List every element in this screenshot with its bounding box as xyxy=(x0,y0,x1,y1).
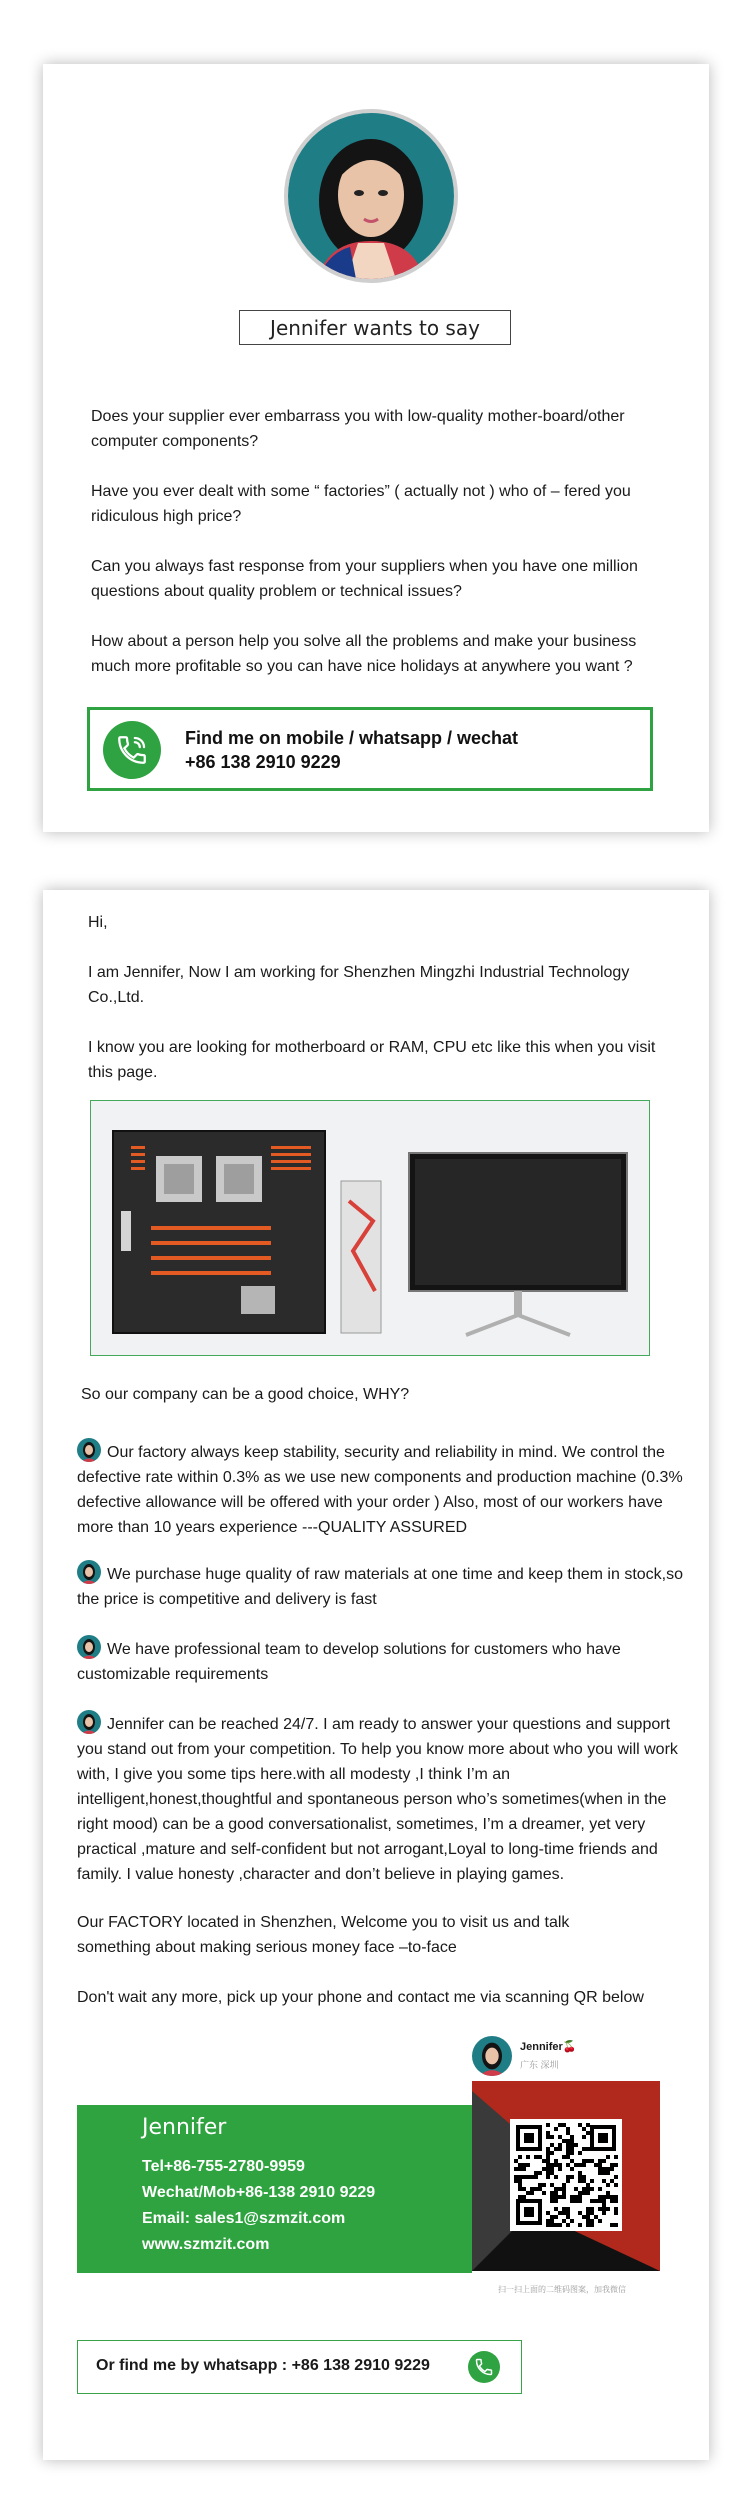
avatar xyxy=(77,1710,101,1734)
card-tel[interactable]: Tel+86-755-2780-9959 xyxy=(142,2158,305,2175)
card-email[interactable]: Email: sales1@szmzit.com xyxy=(142,2210,346,2227)
question-paragraph: Does your supplier ever embarrass you with low-quality mother-board/other computer components? xyxy=(91,408,625,450)
product-image xyxy=(90,1100,650,1356)
avatar xyxy=(77,1438,101,1462)
wechat-header xyxy=(472,2034,660,2080)
reason-item: Jennifer can be reached 24/7. I am ready to answer your questions and support you stand out from your competition. To help you know more about who you will work with, I give you some tips here.with all modesty ,I think I’m an intelligent,honest,thoughtful and spontaneous person who’s sometimes(when in the right mood) can be a good conversationalist, sometimes, I’m a dreamer, yet very practical ,mature and self-confident but not arrogant,Loyal to long-time friends and family. I value honesty ,character and don’t believe in playing games. xyxy=(77,1710,687,1887)
whatsapp-text: Or find me by whatsapp : +86 138 2910 9229 xyxy=(96,2357,430,2374)
contact-box[interactable] xyxy=(87,707,653,791)
wechat-name: Jennifer🍒 xyxy=(520,2041,577,2053)
card-website[interactable]: www.szmzit.com xyxy=(142,2236,270,2253)
factory-text: Our FACTORY located in Shenzhen, Welcome you to visit us and talk something about making serious money face –to-face xyxy=(77,1914,570,1956)
avatar xyxy=(77,1635,101,1659)
reason-item: We purchase huge quality of raw materials at one time and keep them in stock,so the price is competitive and delivery is fast xyxy=(77,1560,687,1612)
wechat-location: 广东 深圳 xyxy=(520,2060,559,2070)
why-heading: So our company can be a good choice, WHY? xyxy=(81,1386,410,1403)
question-paragraph: Have you ever dealt with some “ factories” ( actually not ) who of – fered you ridiculous high price? xyxy=(91,483,631,525)
reason-item: We have professional team to develop solutions for customers who have customizable requirements xyxy=(77,1635,687,1687)
reason-item: Our factory always keep stability, security and reliability in mind. We control the defective rate within 0.3% as we use new components and production machine (0.3% defective allowance will be offered with your order ) Also, most of our workers have more than 10 years experience ---QUALITY ASSURED xyxy=(77,1438,687,1540)
qr-caption: 扫一扫上面的二维码图案，加我微信 xyxy=(498,2285,626,2294)
avatar xyxy=(472,2036,512,2076)
cta-text: Don't wait any more, pick up your phone and contact me via scanning QR below xyxy=(77,1989,644,2006)
qr-code[interactable] xyxy=(472,2081,660,2271)
question-paragraph: How about a person help you solve all the problems and make your business much more profitable so you can have nice holidays at anywhere you want ? xyxy=(91,633,637,675)
avatar xyxy=(284,109,458,283)
business-card xyxy=(77,2105,472,2273)
whatsapp-box[interactable] xyxy=(77,2340,522,2394)
contact-methods: Find me on mobile / whatsapp / wechat xyxy=(185,728,519,748)
intro-card xyxy=(43,64,709,832)
question-paragraph: Can you always fast response from your suppliers when you have one million questions about quality problem or technical issues? xyxy=(91,558,638,600)
looking-text: I know you are looking for motherboard or RAM, CPU etc like this when you visit this page. xyxy=(88,1039,656,1081)
page-title: Jennifer wants to say xyxy=(239,310,511,345)
company-card xyxy=(43,890,709,2460)
intro-text: I am Jennifer, Now I am working for Shenzhen Mingzhi Industrial Technology Co.,Ltd. xyxy=(88,964,630,1006)
card-name: Jennifer xyxy=(142,2115,227,2140)
contact-phone[interactable]: +86 138 2910 9229 xyxy=(185,752,341,772)
phone-icon[interactable] xyxy=(468,2351,500,2383)
card-wechat[interactable]: Wechat/Mob+86-138 2910 9229 xyxy=(142,2184,376,2201)
greeting: Hi, xyxy=(88,914,108,931)
avatar xyxy=(77,1560,101,1584)
phone-icon[interactable] xyxy=(103,721,161,779)
